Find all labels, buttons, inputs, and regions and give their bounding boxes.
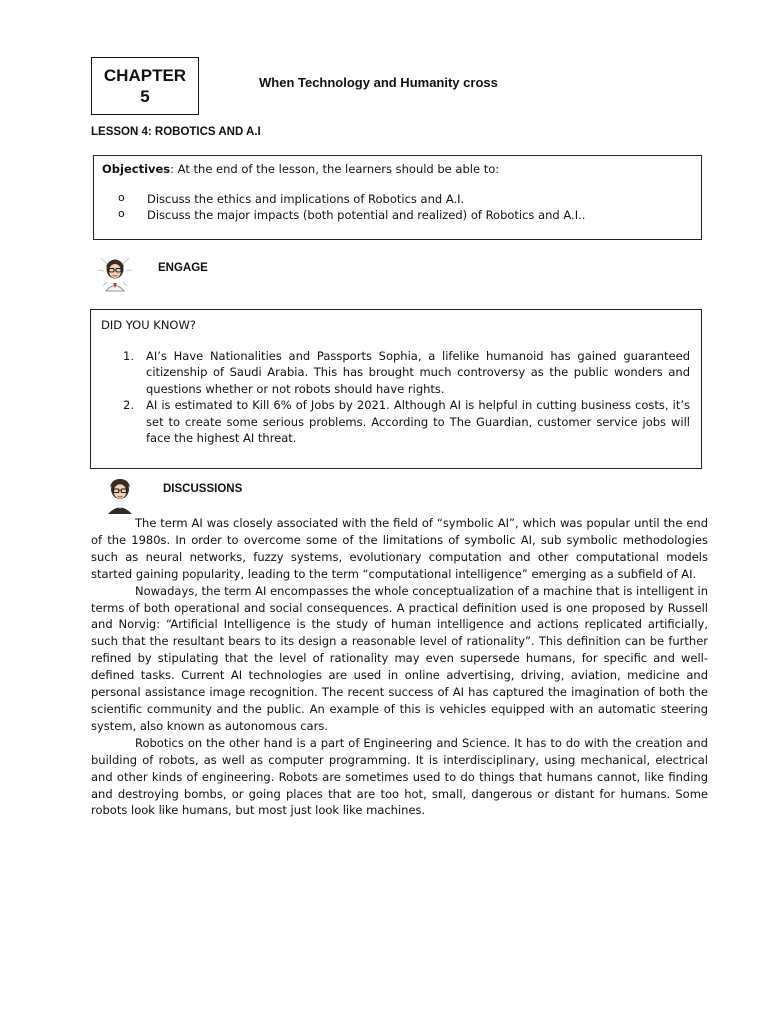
discussion-paragraph: Robotics on the other hand is a part of Engineering and Science. It has to do with the creation and building of robots, as well as computer programming. It is interdisciplinary, using mechanical, electrical and other kinds of engineering. Robots are sometimes used to do things that humans cannot, like finding and destroying bombs, or going places that are too hot, small, dangerous or distant for humans. Some robots look like humans, but most just look like machines. <box>91 735 708 818</box>
fact-number: 1. <box>123 348 134 363</box>
did-you-know-heading: DID YOU KNOW? <box>101 318 196 332</box>
objectives-list <box>102 191 693 223</box>
engage-heading: ENGAGE <box>158 262 208 274</box>
lesson-title: LESSON 4: ROBOTICS AND A.I <box>91 126 261 138</box>
objective-item <box>102 191 693 207</box>
chapter-title: When Technology and Humanity cross <box>259 75 498 90</box>
chapter-box <box>91 57 199 115</box>
discussion-body <box>91 515 708 819</box>
discussion-paragraph: The term AI was closely associated with the field of “symbolic AI”, which was popular until the end of the 1980s. In order to overcome some of the limitations of symbolic AI, sub symbolic methodologies such as neural networks, fuzzy systems, evolutionary computation and other computational models started gaining popularity, leading to the term “computational intelligence” emerging as a subfield of AI. <box>91 516 708 581</box>
did-you-know-list <box>101 348 691 447</box>
fact-number: 2. <box>123 398 134 412</box>
fact-text: AI’s Have Nationalities and Passports Sophia, a lifelike humanoid has gained guaranteed citizenship of Saudi Arabia. This has brought much controversy as the public wonders and questions whether or not robots should have rights. <box>146 348 690 396</box>
teacher-avatar-icon <box>95 252 135 294</box>
bullet-icon: o <box>118 191 125 204</box>
discussions-heading: DISCUSSIONS <box>163 483 243 495</box>
objective-text: Discuss the ethics and implications of Robotics and A.I. <box>147 192 465 206</box>
objective-item <box>102 207 693 223</box>
chapter-number: 5 <box>140 87 150 106</box>
bullet-icon: o <box>118 207 125 220</box>
did-you-know-box <box>90 309 702 469</box>
discussion-paragraph: Nowadays, the term AI encompasses the whole conceptualization of a machine that is intelligent in terms of both operational and social consequences. A practical definition used is one proposed by Russell and Norvig: “Artificial Intelligence is the study of human intelligence and actions replicated artificially, such that the resultant bears to its design a reasonable level of rationality”. This definition can be further refined by stipulating that the level of rationality may even supersede humans, for specific and well-defined tasks. Current AI technologies are used in online advertising, driving, aviation, medicine and personal assistance image recognition. The recent success of AI has captured the imagination of both the scientific community and the public. An example of this is vehicles equipped with an automatic steering system, also known as autonomous cars. <box>91 583 708 733</box>
fact-text: AI is estimated to Kill 6% of Jobs by 2021. Although AI is helpful in cutting business costs, it’s set to create some serious problems. According to The Guardian, customer service jobs will face the highest AI threat. <box>146 398 690 445</box>
fact-item <box>101 397 691 447</box>
objectives-intro <box>102 161 693 177</box>
fact-item <box>101 348 691 398</box>
objectives-box <box>93 155 702 240</box>
chapter-label: CHAPTER <box>103 66 187 85</box>
objective-text: Discuss the major impacts (both potential and realized) of Robotics and A.I.. <box>147 208 586 222</box>
objectives-label: Objectives <box>102 162 171 176</box>
objectives-intro-text: : At the end of the lesson, the learners should be able to: <box>170 162 500 176</box>
teacher-avatar-icon <box>100 474 140 514</box>
